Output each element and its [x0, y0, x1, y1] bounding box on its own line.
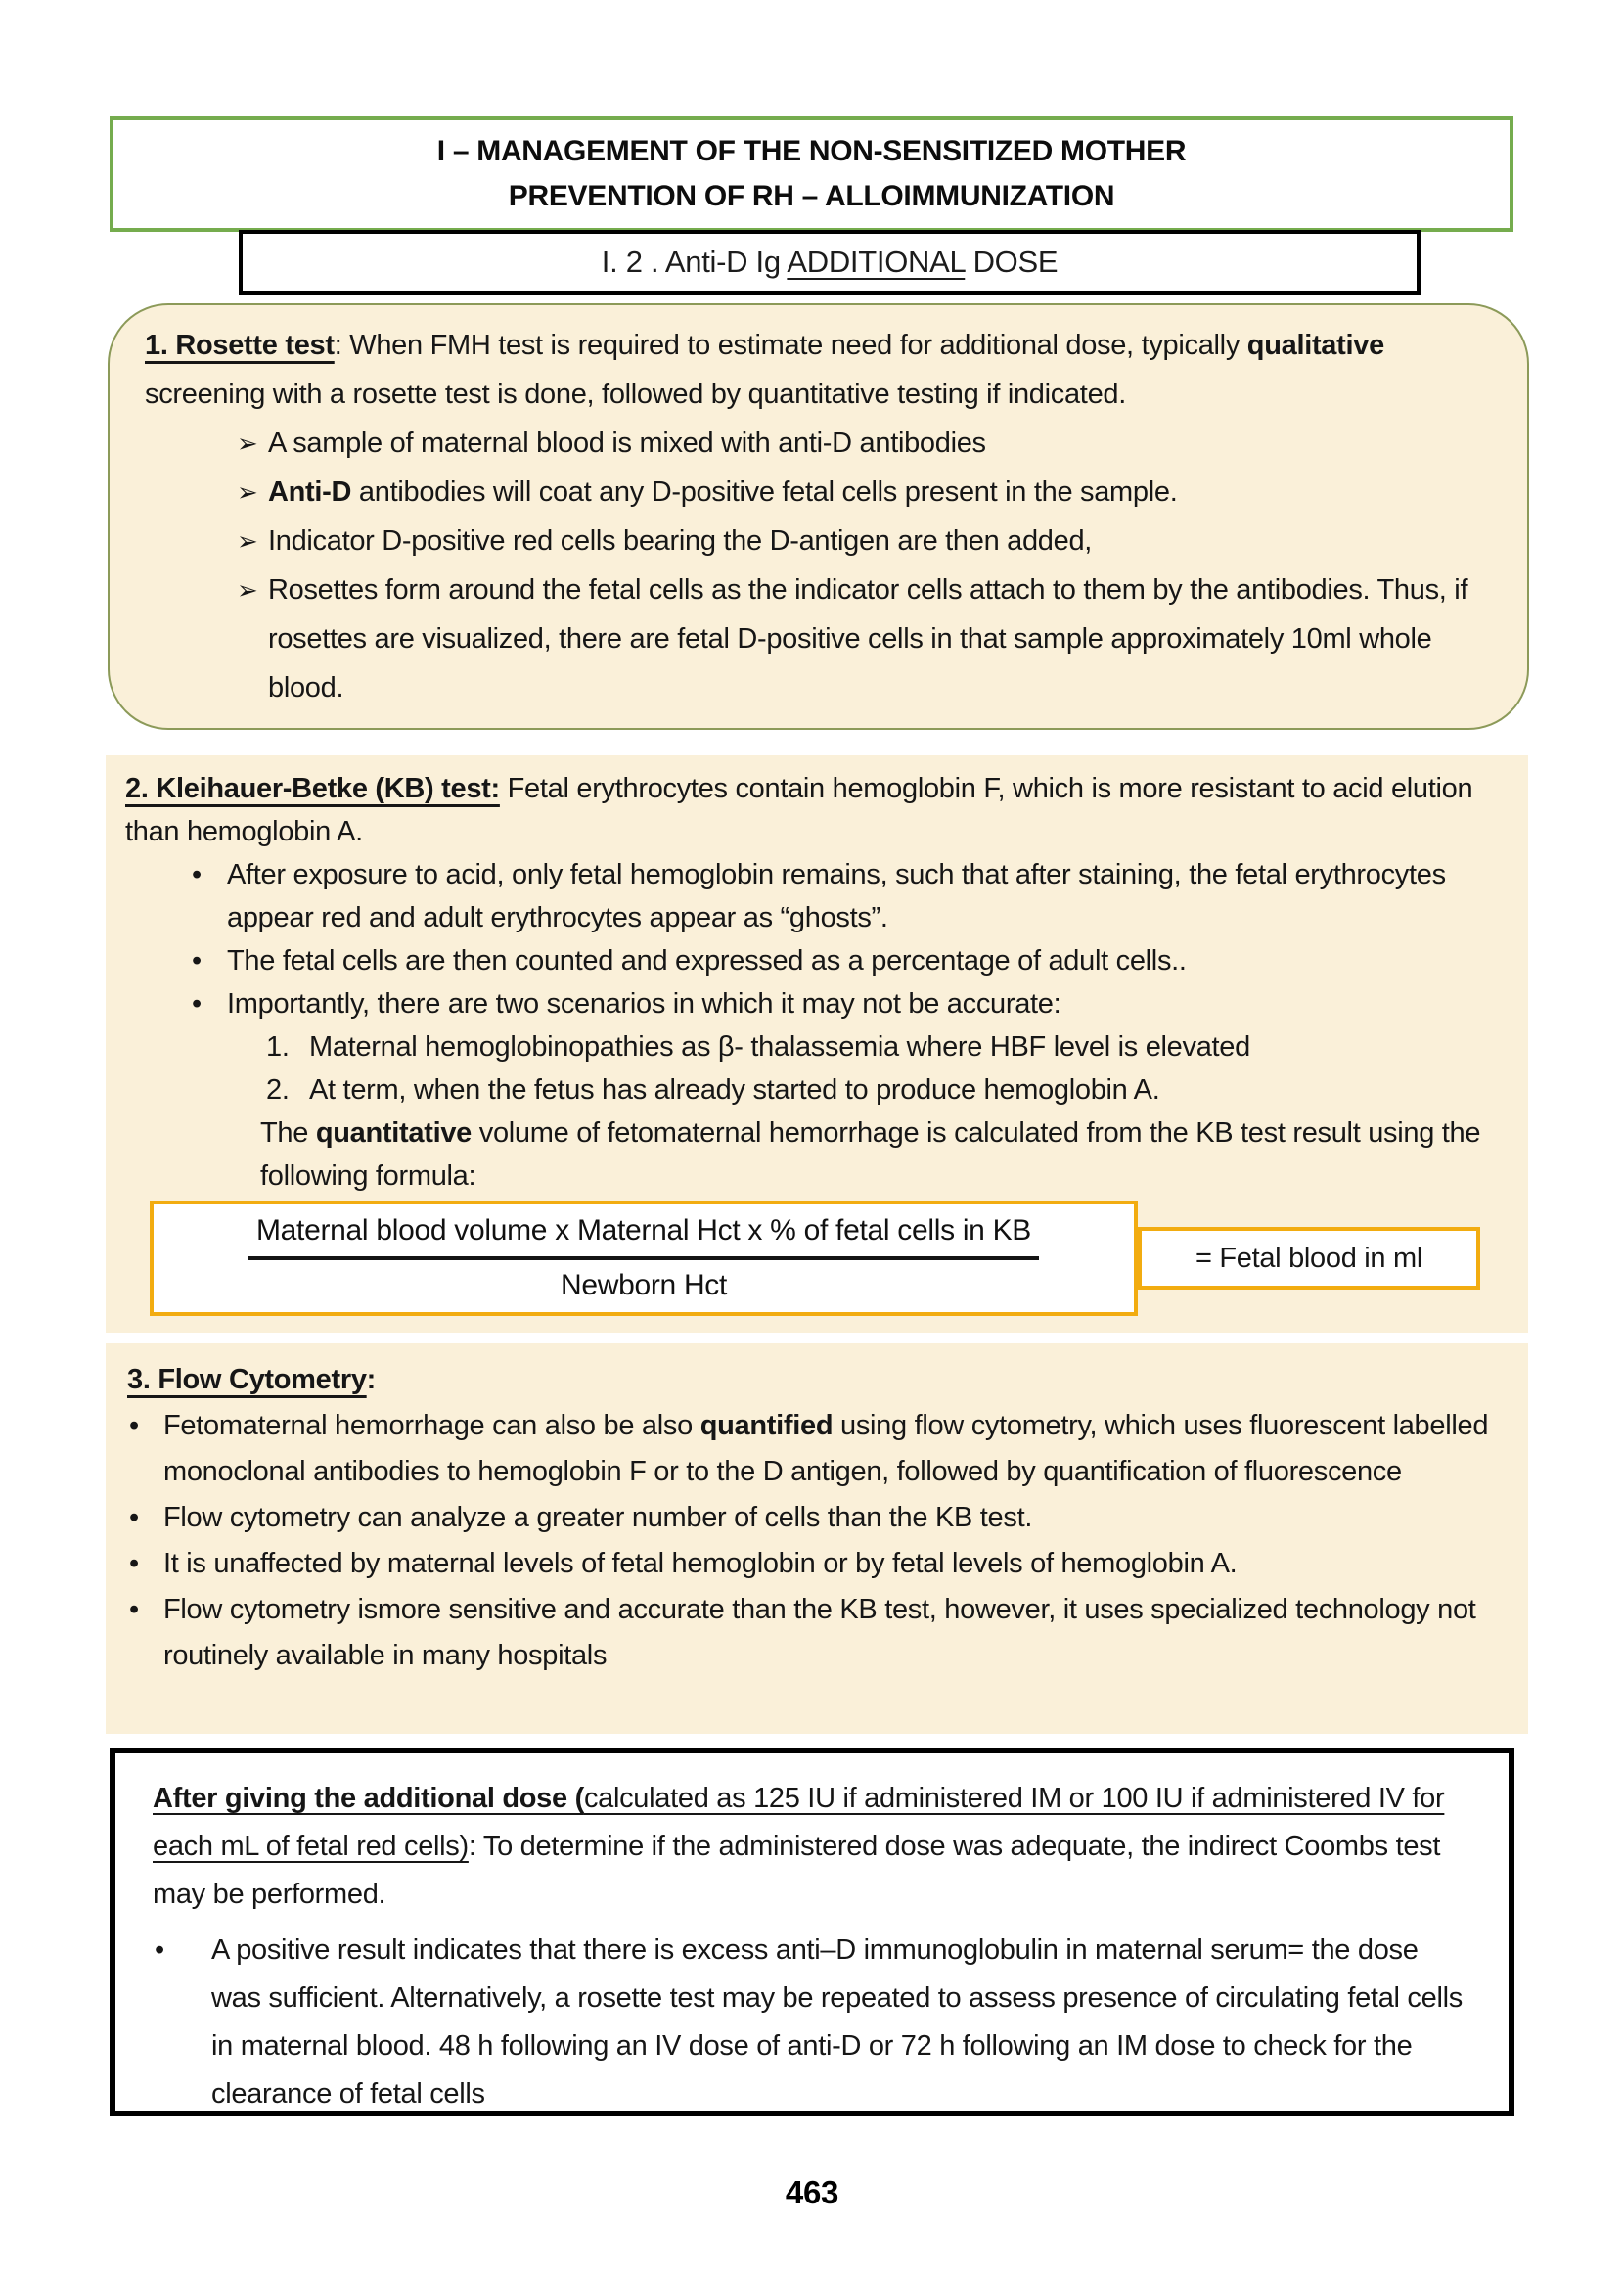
flow-heading-colon: : [366, 1364, 377, 1395]
numbered-item-text: Maternal hemoglobinopathies as β- thalassemia where HBF level is elevated [309, 1031, 1250, 1063]
arrow-bullet-icon: ➢ [237, 429, 258, 458]
after-dose-box [110, 1748, 1514, 2116]
kb-closing-paragraph [125, 1112, 1501, 1198]
subtitle-box [239, 230, 1421, 295]
numbered-item [125, 1068, 1501, 1112]
list-item-text: Flow cytometry can analyze a greater number of cells than the KB test. [163, 1502, 1033, 1533]
formula-numerator: Maternal blood volume x Maternal Hct x % of fetal cells in KB [248, 1213, 1039, 1260]
formula-result-text: = Fetal blood in ml [1195, 1242, 1423, 1274]
rosette-lead-paragraph [145, 321, 1486, 419]
list-item [145, 566, 1486, 712]
arrow-bullet-icon: ➢ [237, 477, 258, 507]
list-item-text: Flow cytometry ismore sensitive and accurate than the KB test, however, it uses specialized technology not routinely available in many hospitals [163, 1594, 1476, 1671]
page-number: 463 [785, 2174, 839, 2210]
after-dose-rest: : To determine if the administered dose was adequate, the indirect Coombs test may be performed. [153, 1831, 1441, 1910]
kb-formula-box [150, 1201, 1138, 1316]
list-item [145, 517, 1486, 566]
flow-cytometry-section [106, 1343, 1528, 1734]
kb-closing-text-1: The [260, 1117, 316, 1149]
dot-bullet-icon: • [129, 1502, 139, 1533]
list-item-text: Importantly, there are two scenarios in which it may not be accurate: [227, 988, 1061, 1020]
list-item [127, 1495, 1499, 1541]
subtitle-underlined: ADDITIONAL [787, 245, 966, 279]
main-title-box [110, 116, 1513, 232]
kb-lead-text: Fetal erythrocytes contain hemoglobin F, which is more resistant to acid elution than hemoglobin A. [125, 773, 1473, 847]
arrow-bullet-icon: ➢ [237, 575, 258, 605]
dot-bullet-icon: • [129, 1410, 139, 1441]
arrow-bullet-icon: ➢ [237, 526, 258, 556]
dot-bullet-icon: • [129, 1548, 139, 1579]
formula-denominator: Newborn Hct [560, 1269, 728, 1301]
kb-heading: 2. Kleihauer-Betke (KB) test: [125, 773, 500, 804]
flow-heading-line [127, 1357, 1499, 1403]
numbered-item-text: At term, when the fetus has already started to produce hemoglobin A. [309, 1074, 1160, 1106]
list-item-text: A sample of maternal blood is mixed with anti-D antibodies [268, 428, 986, 459]
list-item [127, 1587, 1499, 1679]
title-line-1: I – MANAGEMENT OF THE NON-SENSITIZED MOTHER [436, 135, 1187, 167]
kb-closing-bold: quantitative [315, 1117, 472, 1149]
list-item-text: Indicator D-positive red cells bearing the D-antigen are then added, [268, 525, 1093, 557]
list-item [145, 468, 1486, 517]
list-item [125, 853, 1501, 939]
title-line-2: PREVENTION OF RH – ALLOIMMUNIZATION [508, 180, 1115, 212]
after-dose-paragraph [153, 1775, 1466, 1919]
rosette-lead-text-1: : When FMH test is required to estimate need for additional dose, typically [334, 330, 1247, 361]
dot-bullet-icon: • [155, 1934, 164, 1966]
rosette-lead-bold: qualitative [1246, 330, 1384, 361]
numbered-item-marker: 2. [266, 1074, 290, 1106]
list-item-text: It is unaffected by maternal levels of fetal hemoglobin or by fetal levels of hemoglobin A. [163, 1548, 1238, 1579]
list-item-text: Fetomaternal hemorrhage can also be also [163, 1410, 700, 1441]
subtitle-text [602, 245, 1058, 280]
dot-bullet-icon: • [192, 945, 202, 976]
dot-bullet-icon: • [129, 1594, 139, 1625]
numbered-item-marker: 1. [266, 1031, 290, 1063]
list-item [127, 1403, 1499, 1495]
after-dose-underlined: calculated as 125 IU if administered IM or 100 IU if administered IV for each mL of fetal red cells) [153, 1783, 1445, 1862]
list-item [127, 1541, 1499, 1587]
list-item-text: After exposure to acid, only fetal hemoglobin remains, such that after staining, the fetal erythrocytes appear red and adult erythrocytes appear as “ghosts”. [227, 859, 1446, 933]
subtitle-prefix: I. 2 . Anti-D Ig [601, 245, 788, 279]
after-dose-bold-underlined: After giving the additional dose ( [153, 1783, 584, 1814]
list-item [145, 419, 1486, 468]
numbered-item [125, 1025, 1501, 1068]
list-item [125, 939, 1501, 982]
list-item-text: using flow cytometry, which uses fluorescent labelled monoclonal antibodies to hemoglobin F or to the D antigen, followed by quantification of fluorescence [163, 1410, 1489, 1487]
list-item [153, 1927, 1466, 2118]
list-item-bold: quantified [699, 1410, 834, 1441]
rosette-heading: 1. Rosette test [145, 330, 335, 361]
dot-bullet-icon: • [192, 988, 202, 1020]
dot-bullet-icon: • [192, 859, 202, 890]
kb-closing-text-2: volume of fetomaternal hemorrhage is calculated from the KB test result using the following formula: [260, 1117, 1481, 1192]
kb-lead-paragraph [125, 767, 1501, 853]
formula-result-box [1138, 1227, 1480, 1290]
rosette-lead-text-2: screening with a rosette test is done, followed by quantitative testing if indicated. [145, 379, 1126, 410]
list-item-text: Rosettes form around the fetal cells as the indicator cells attach to them by the antibodies. Thus, if rosettes are visualized, there are fetal D-positive cells in that sample approximately 10ml whole blood. [268, 574, 1468, 704]
list-item-text: antibodies will coat any D-positive fetal cells present in the sample. [351, 477, 1178, 508]
flow-heading: 3. Flow Cytometry [127, 1364, 367, 1395]
list-item-text: The fetal cells are then counted and expressed as a percentage of adult cells.. [227, 945, 1187, 976]
list-item-bold: Anti-D [268, 477, 352, 508]
list-item-text: A positive result indicates that there is excess anti–D immunoglobulin in maternal serum= the dose was sufficient. Alternatively, a rosette test may be repeated to assess presence of circulating fetal cells in maternal blood. 48 h following an IV dose of anti-D or 72 h following an IM dose to check for the clearance of fetal cells [211, 1934, 1463, 2110]
rosette-test-section [108, 303, 1529, 730]
subtitle-suffix: DOSE [965, 245, 1059, 279]
list-item [125, 982, 1501, 1025]
